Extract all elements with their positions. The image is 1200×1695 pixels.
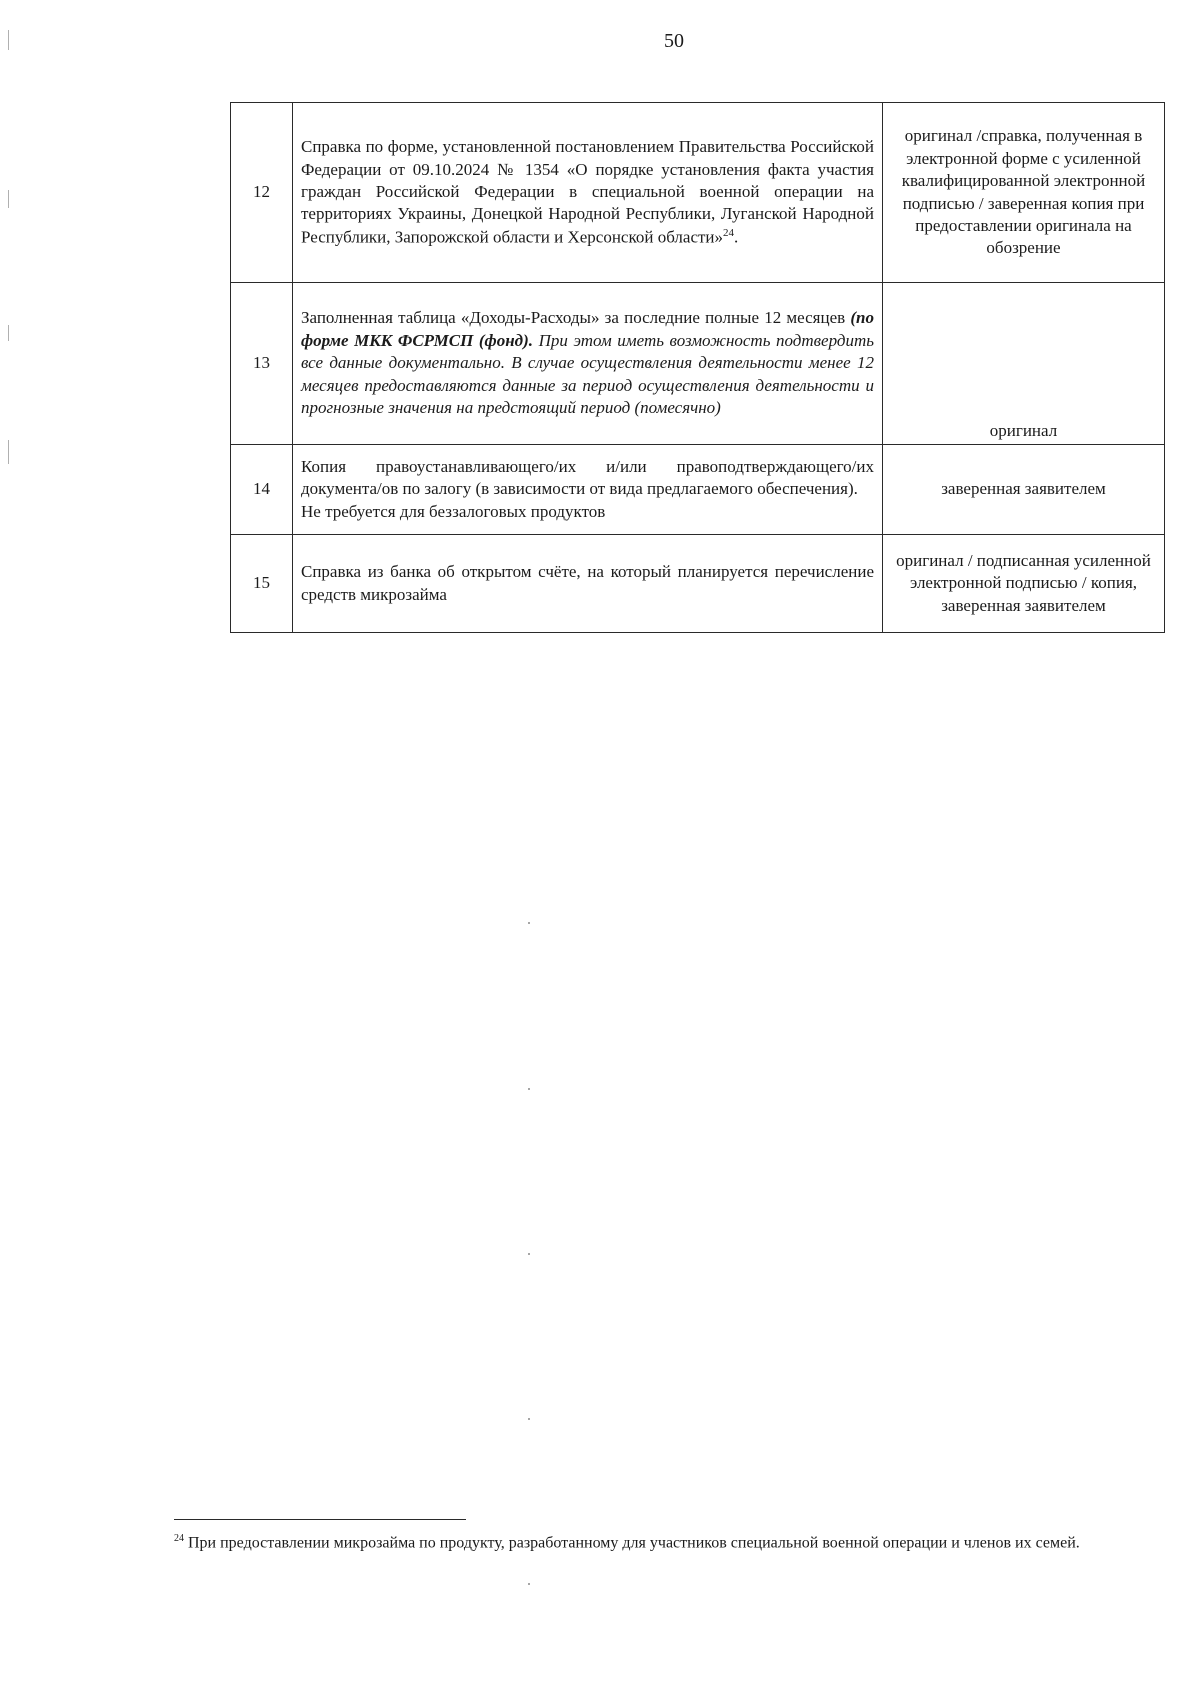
- document-description: [293, 103, 883, 283]
- description-italic-note: При этом иметь возможность подтвердить все данные документально. В случае осуществления деятельности менее 12 месяцев предоставляются данные за период осуществления деятельности и прогнозные значения на предстоящий период (помесячно): [301, 330, 874, 418]
- row-number: 14: [231, 445, 293, 535]
- scan-speck: [528, 922, 530, 924]
- scan-speck: [528, 1583, 530, 1585]
- document-form: заверенная заявителем: [883, 445, 1165, 535]
- description-text: Справка по форме, установленной постановлением Правительства Российской Федерации от 09.10.2024 № 1354 «О порядке установления факта участия граждан Российской Федерации в специальной военной операции на территориях Украины, Донецкой Народной Республики, Луганской Народной Республики, Запорожской области и Херсонской области»: [301, 137, 874, 247]
- document-form: оригинал / подписанная усиленной электронной подписью / копия, заверенная заявителем: [883, 535, 1165, 633]
- footnote-reference[interactable]: 24: [723, 226, 735, 239]
- description-note: Не требуется для беззалоговых продуктов: [301, 501, 606, 521]
- document-description: Справка из банка об открытом счёте, на который планируется перечисление средств микрозайма: [293, 535, 883, 633]
- table-row: [231, 445, 1165, 535]
- row-number: 13: [231, 283, 293, 445]
- page-number: 50: [664, 30, 684, 52]
- footnote-mark: 24: [174, 1533, 184, 1544]
- table-row: [231, 535, 1165, 633]
- scan-speck: [528, 1418, 530, 1420]
- description-text: Заполненная таблица «Доходы-Расходы» за последние полные 12 месяцев: [301, 308, 851, 328]
- description-bold-note: (по форме МКК ФСРМСП (фонд).: [301, 308, 874, 350]
- documents-table: [230, 102, 1165, 633]
- description-text: Копия правоустанавливающего/их и/или правоподтверждающего/их документа/ов по залогу (в зависимости от вида предлагаемого обеспечения).: [301, 456, 874, 499]
- row-number: 15: [231, 535, 293, 633]
- footnote: [174, 1532, 1158, 1555]
- scan-speck: [528, 1088, 530, 1090]
- scan-margin-mark: [8, 30, 9, 50]
- footnote-divider: [174, 1519, 466, 1520]
- document-description: [293, 283, 883, 445]
- footnote-text: При предоставлении микрозайма по продукту, разработанному для участников специальной военной операции и членов их семей.: [184, 1534, 1080, 1552]
- scan-margin-mark: [8, 440, 9, 464]
- row-number: 12: [231, 103, 293, 283]
- scan-speck: [528, 1253, 530, 1255]
- description-end: .: [734, 227, 739, 247]
- table-row: [231, 103, 1165, 283]
- table-row: [231, 283, 1165, 445]
- document-form: оригинал /справка, полученная в электронной форме с усиленной квалифицированной электронной подписью / заверенная копия при предоставлении оригинала на обозрение: [883, 103, 1165, 283]
- document-description: [293, 445, 883, 535]
- document-form: оригинал: [883, 283, 1165, 445]
- scan-margin-mark: [8, 325, 9, 341]
- scan-margin-mark: [8, 190, 9, 208]
